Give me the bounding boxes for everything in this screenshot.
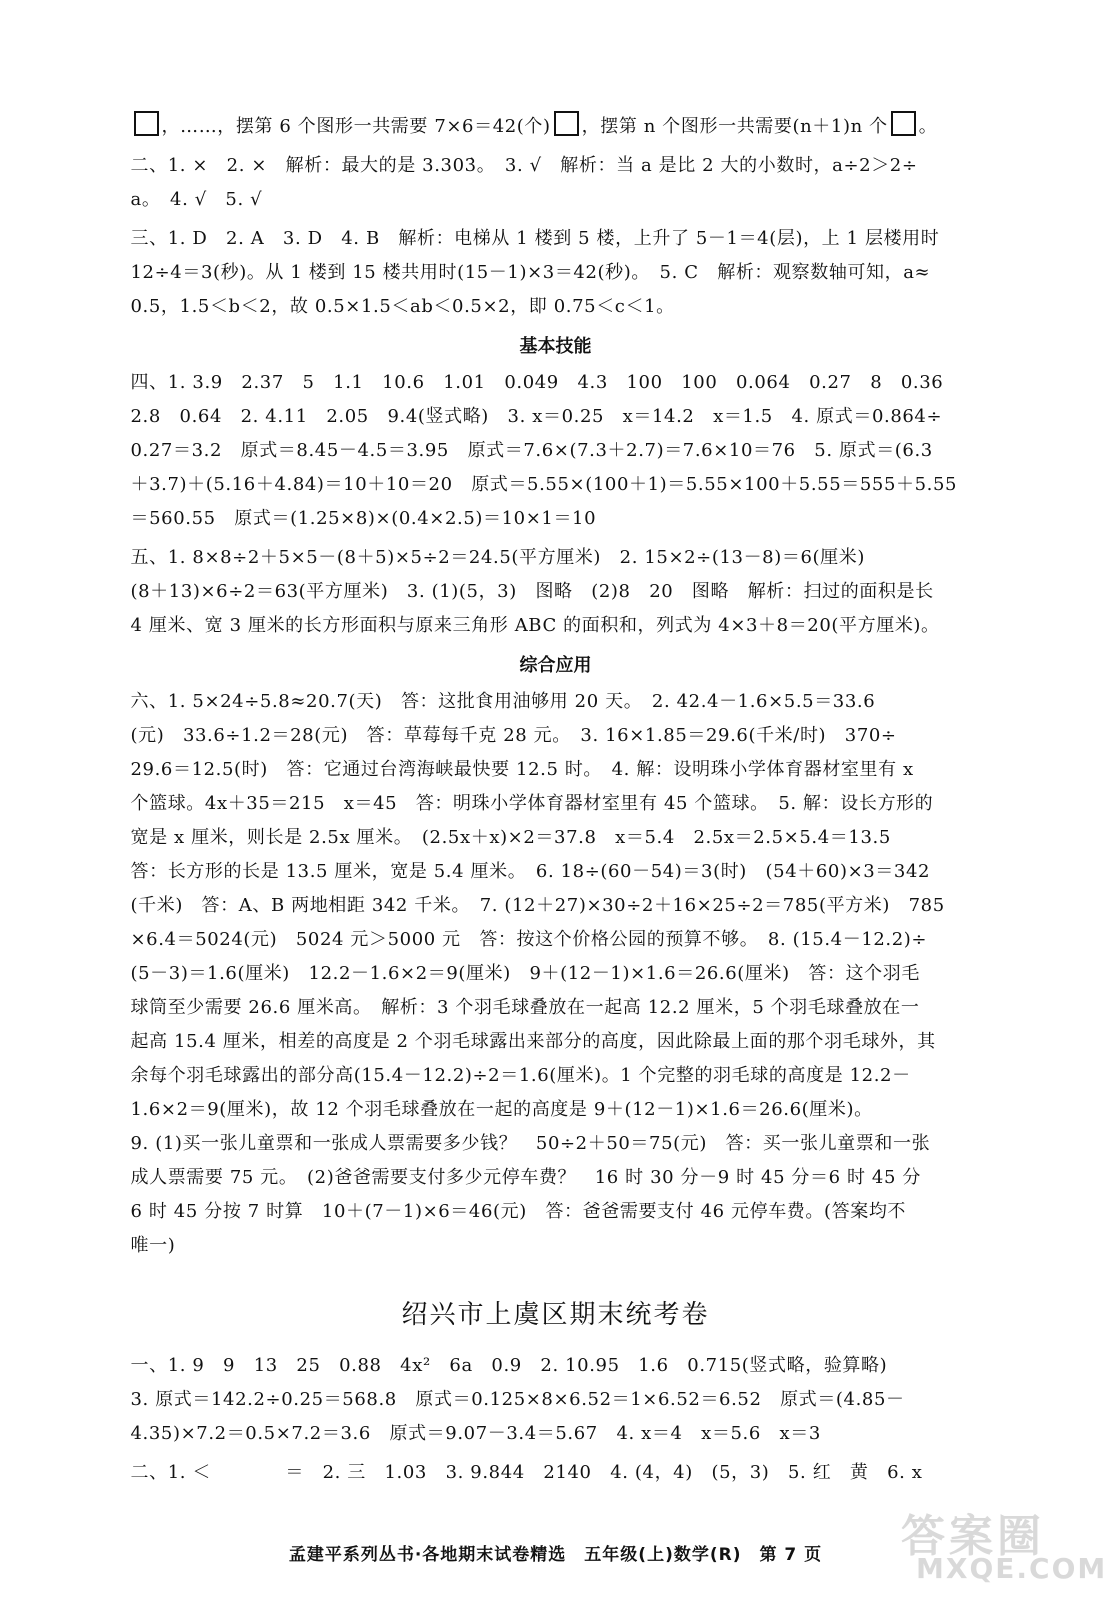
text-line — [131, 366, 981, 400]
text-segment: ，……，摆第 6 个图形一共需要 7×6＝42(个) — [161, 116, 551, 137]
text-line — [131, 290, 981, 324]
text-line — [131, 1229, 981, 1263]
text-line — [131, 434, 981, 468]
text-segment: (元) 33.6÷1.2＝28(元) 答：草莓每千克 28 元。 3. 16×1.85＝29.6(千米/时) 370÷ — [130, 725, 897, 746]
text-line — [131, 1417, 981, 1451]
text-line — [131, 575, 981, 609]
text-line — [131, 957, 981, 991]
text-line — [131, 1025, 981, 1059]
text-segment: 二、1. ＜ ＝ 2. 三 1.03 3. 9.844 2140 4. (4，4) (5，3) 5. 红 黄 6. x — [130, 1462, 923, 1483]
square-figure-icon — [554, 111, 579, 136]
text-line — [131, 719, 981, 753]
text-segment: 唯一) — [130, 1235, 176, 1256]
text-line — [131, 923, 981, 957]
text-segment: 4.35)×7.2＝0.5×7.2＝3.6 原式＝9.07－3.4＝5.67 4. x＝4 x＝5.6 x＝3 — [130, 1423, 821, 1444]
text-line — [131, 222, 981, 256]
text-line — [131, 256, 981, 290]
page-footer: 孟建平系列丛书·各地期末试卷精选 五年级(上)数学(R) 第 7 页 — [288, 1545, 823, 1565]
text-line — [131, 149, 981, 183]
text-segment: 4 厘米、宽 3 厘米的长方形面积与原来三角形 ABC 的面积和，列式为 4×3＋8＝20(平方厘米)。 — [130, 615, 940, 636]
section-heading: 基本技能 — [519, 336, 592, 357]
text-segment: 二、1. × 2. × 解析：最大的是 3.303̇。 3. √ 解析：当 a 是比 2 大的小数时，a÷2＞2÷ — [130, 155, 918, 176]
text-segment: 9. (1)买一张儿童票和一张成人票需要多少钱？ 50÷2＋50＝75(元) 答：买一张儿童票和一张 — [130, 1133, 931, 1154]
text-line — [131, 1456, 981, 1490]
text-segment: 答：长方形的长是 13.5 厘米，宽是 5.4 厘米。 6. 18÷(60－54)＝3(时) (54＋60)×3＝342 — [130, 861, 931, 882]
text-segment: ，摆第 n 个图形一共需要(n＋1)n 个 — [581, 116, 888, 137]
text-line — [131, 1349, 981, 1383]
text-segment: 29.6＝12.5(时) 答：它通过台湾海峡最快要 12.5 时。 4. 解：设明珠小学体育器材室里有 x — [130, 759, 914, 780]
section-heading: 综合应用 — [519, 655, 592, 676]
text-segment: ×6.4＝5024(元) 5024 元＞5000 元 答：按这个价格公园的预算不够。 8. (15.4－12.2)÷ — [130, 929, 928, 950]
text-line — [131, 541, 981, 575]
text-segment: (5－3)＝1.6(厘米) 12.2－1.6×2＝9(厘米) 9＋(12－1)×1.6＝26.6(厘米) 答：这个羽毛 — [130, 963, 920, 984]
watermark-url: MXQE.COM — [916, 1552, 1108, 1585]
text-line — [131, 991, 981, 1025]
text-line — [131, 110, 981, 144]
text-line — [131, 1093, 981, 1127]
text-segment: 球筒至少需要 26.6 厘米高。 解析：3 个羽毛球叠放在一起高 12.2 厘米，5 个羽毛球叠放在一 — [130, 997, 920, 1018]
text-segment: 五、1. 8×8÷2＋5×5－(8＋5)×5÷2＝24.5(平方厘米) 2. 15×2÷(13－8)＝6(厘米) — [130, 547, 865, 568]
text-segment: 起高 15.4 厘米，相差的高度是 2 个羽毛球露出来部分的高度，因此除最上面的那个羽毛球外，其 — [130, 1031, 936, 1052]
text-line — [131, 1161, 981, 1195]
text-line — [131, 1195, 981, 1229]
text-segment: 0.5，1.5＜b＜2，故 0.5×1.5＜ab＜0.5×2，即 0.75＜c＜1。 — [130, 296, 675, 317]
text-segment: 12÷4＝3(秒)。从 1 楼到 15 楼共用时(15－1)×3＝42(秒)。 5. C 解析：观察数轴可知，a≈ — [130, 262, 931, 283]
text-segment: 成人票需要 75 元。 (2)爸爸需要支付多少元停车费？ 16 时 30 分－9 时 45 分＝6 时 45 分 — [130, 1167, 921, 1188]
text-segment: ＝560.55 原式＝(1.25×8)×(0.4×2.5)＝10×1＝10 — [130, 508, 597, 529]
text-segment: ＋3.7)＋(5.16＋4.84)＝10＋10＝20 原式＝5.55×(100＋1)＝5.55×100＋5.55＝555＋5.55 — [130, 474, 958, 495]
exam-title: 绍兴市上虞区期末统考卷 — [401, 1300, 710, 1330]
text-line — [131, 787, 981, 821]
text-line — [131, 502, 981, 536]
text-segment: (千米) 答：A、B 两地相距 342 千米。 7. (12＋27)×30÷2＋16×25÷2＝785(平方米) 785 — [130, 895, 945, 916]
text-line — [131, 821, 981, 855]
text-segment: 四、1. 3.9 2.37 5 1.1 10.6 1.01 0.049 4.3 100 100 0.064 0.27 8 0.36 — [130, 372, 944, 393]
text-line — [131, 1383, 981, 1417]
text-line — [131, 685, 981, 719]
text-segment: 2.8 0.64 2. 4.11 2.05 9.4(竖式略) 3. x＝0.25 x＝14.2 x＝1.5 4. 原式＝0.864÷ — [130, 406, 943, 427]
text-line — [131, 468, 981, 502]
text-segment: 三、1. D 2. A 3. D 4. B 解析：电梯从 1 楼到 5 楼，上升了 5－1＝4(层)，上 1 层楼用时 — [130, 228, 940, 249]
text-segment: 余每个羽毛球露出的部分高(15.4－12.2)÷2＝1.6(厘米)。1 个完整的羽毛球的高度是 12.2－ — [130, 1065, 911, 1086]
text-line — [131, 753, 981, 787]
text-line — [131, 400, 981, 434]
text-line — [131, 609, 981, 643]
answer-content — [0, 110, 1111, 1490]
text-segment: 3. 原式＝142.2÷0.25＝568.8 原式＝0.125×8×6.52＝1×6.52＝6.52 原式＝(4.85－ — [130, 1389, 905, 1410]
watermark-text: 答案圈 — [901, 1511, 1045, 1562]
text-line — [131, 1059, 981, 1093]
text-segment: 六、1. 5×24÷5.8≈20.7(天) 答：这批食用油够用 20 天。 2. 42.4－1.6×5.5＝33.6 — [130, 691, 876, 712]
text-segment: a。 4. √ 5. √ — [130, 189, 263, 210]
text-segment: 一、1. 9 9 13 25 0.88 4x² 6a 0.9 2. 10.95 1.6 0.715(竖式略，验算略) — [130, 1355, 888, 1376]
text-segment: 6 时 45 分按 7 时算 10＋(7－1)×6＝46(元) 答：爸爸需要支付 46 元停车费。(答案均不 — [130, 1201, 907, 1222]
text-line — [131, 1127, 981, 1161]
text-segment: 个篮球。4x＋35＝215 x＝45 答：明珠小学体育器材室里有 45 个篮球。 5. 解：设长方形的 — [130, 793, 934, 814]
square-figure-icon — [891, 111, 916, 136]
text-segment: 宽是 x 厘米，则长是 2.5x 厘米。 (2.5x＋x)×2＝37.8 x＝5.4 2.5x＝2.5×5.4＝13.5 — [130, 827, 891, 848]
text-segment: 1.6×2＝9(厘米)，故 12 个羽毛球叠放在一起的高度是 9＋(12－1)×1.6＝26.6(厘米)。 — [130, 1099, 873, 1120]
watermark-logo — [891, 1500, 1108, 1595]
text-line — [131, 183, 981, 217]
text-line — [131, 889, 981, 923]
text-segment: 。 — [918, 116, 938, 137]
text-segment: (8＋13)×6÷2＝63(平方厘米) 3. (1)(5，3) 图略 (2)8 20 图略 解析：扫过的面积是长 — [130, 581, 934, 602]
text-segment: 0.27＝3.2 原式＝8.45－4.5＝3.95 原式＝7.6×(7.3＋2.7)＝7.6×10＝76 5. 原式＝(6.3 — [130, 440, 933, 461]
square-figure-icon — [134, 111, 159, 136]
text-line — [131, 855, 981, 889]
